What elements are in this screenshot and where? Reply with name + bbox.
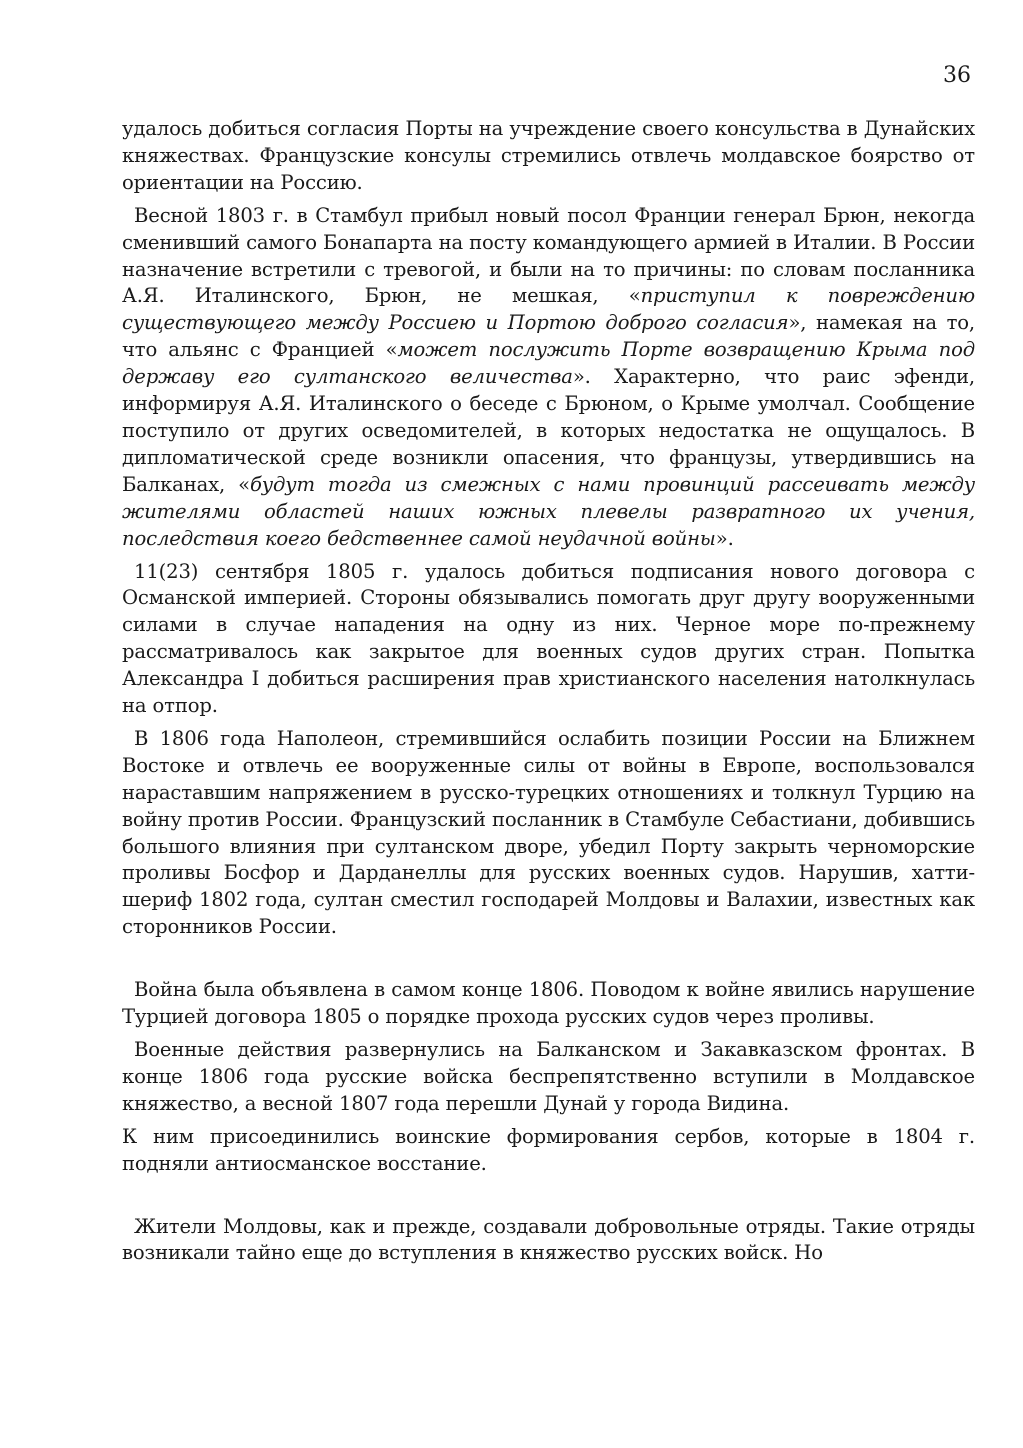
paragraph-gap bbox=[122, 1184, 975, 1214]
paragraph-2-quote-3: будут тогда из смежных с нами провинций рассеивать между жителями областей наших южных плевелы развратного их учения, последствия коего бедственнее самой неудачной войны bbox=[122, 472, 975, 550]
page-body bbox=[122, 116, 975, 1273]
paragraph-2-text-4: ». bbox=[715, 526, 734, 550]
paragraph-2-text-3: ». Характерно, что раис эфенди, информируя А.Я. Италинского о беседе с Брюном, о Крыме умолчал. Сообщение поступило от других осведомителей, в которых недостатка не ощущалось. В дипломатической среде возникли опасения, что французы, утвердившись на Балканах, « bbox=[122, 365, 975, 496]
paragraph-4: В 1806 года Наполеон, стремившийся ослабить позиции России на Ближнем Востоке и отвлечь ее вооруженные силы от войны в Европе, воспользовался нараставшим напряжением в русско-турецких отношениях и толкнул Турцию на войну против России. Французский посланник в Стамбуле Себастиани, добившись большого влияния при султанском дворе, убедил Порту закрыть черноморские проливы Босфор и Дарданеллы для русских военных судов. Нарушив, хатти-шериф 1802 года, султан сместил господарей Молдовы и Валахии, известных как сторонников России. bbox=[122, 726, 975, 939]
paragraph-6: Военные действия развернулись на Балканском и Закавказском фронтах. В конце 1806 года русские войска беспрепятственно вступили в Молдавское княжество, а весной 1807 года перешли Дунай у города Видина. bbox=[122, 1038, 975, 1115]
paragraph-3: 11(23) сентября 1805 г. удалось добиться подписания нового договора с Османской империей. Стороны обязывались помогать друг другу вооруженными силами в случае нападения на одну из них. Черное море по-прежнему рассматривалось как закрытое для военных судов других стран. Попытка Александра I добиться расширения прав христианского населения натолкнулась на отпор. bbox=[122, 559, 975, 718]
paragraph-2-text-1: Весной 1803 г. в Стамбул прибыл новый посол Франции генерал Брюн, некогда сменивший самого Бонапарта на посту командующего армией в Италии. В России назначение встретили с тревогой, и были на то причины: по словам посланника А.Я. Италинского, Брюн, не мешкая, « bbox=[122, 203, 975, 308]
paragraph-2-quote-2: может послужить Порте возвращению Крыма под державу его султанского величества bbox=[122, 338, 975, 389]
paragraph-2-text-2: », намекая на то, что альянс с Францией « bbox=[122, 311, 975, 362]
paragraph-gap bbox=[122, 947, 975, 977]
paragraph-1: удалось добиться согласия Порты на учреждение своего консульства в Дунайских княжествах. Французские консулы стремились отвлечь молдавское боярство от ориентации на Россию. bbox=[122, 117, 975, 194]
paragraph-8: Жители Молдовы, как и прежде, создавали добровольные отряды. Такие отряды возникали тайно еще до вступления в княжество русских войск. Но bbox=[122, 1214, 975, 1265]
paragraph-5: Война была объявлена в самом конце 1806. Поводом к войне явились нарушение Турцией договора 1805 о порядке прохода русских судов через проливы. bbox=[122, 978, 975, 1029]
page-number: 36 bbox=[943, 63, 971, 88]
paragraph-2 bbox=[122, 203, 975, 553]
paragraph-2-quote-1: приступил к повреждению существующего между Россиею и Портою доброго согласия bbox=[122, 284, 975, 335]
paragraph-7: К ним присоединились воинские формирования сербов, которые в 1804 г. подняли антиосманское восстание. bbox=[122, 1124, 975, 1175]
